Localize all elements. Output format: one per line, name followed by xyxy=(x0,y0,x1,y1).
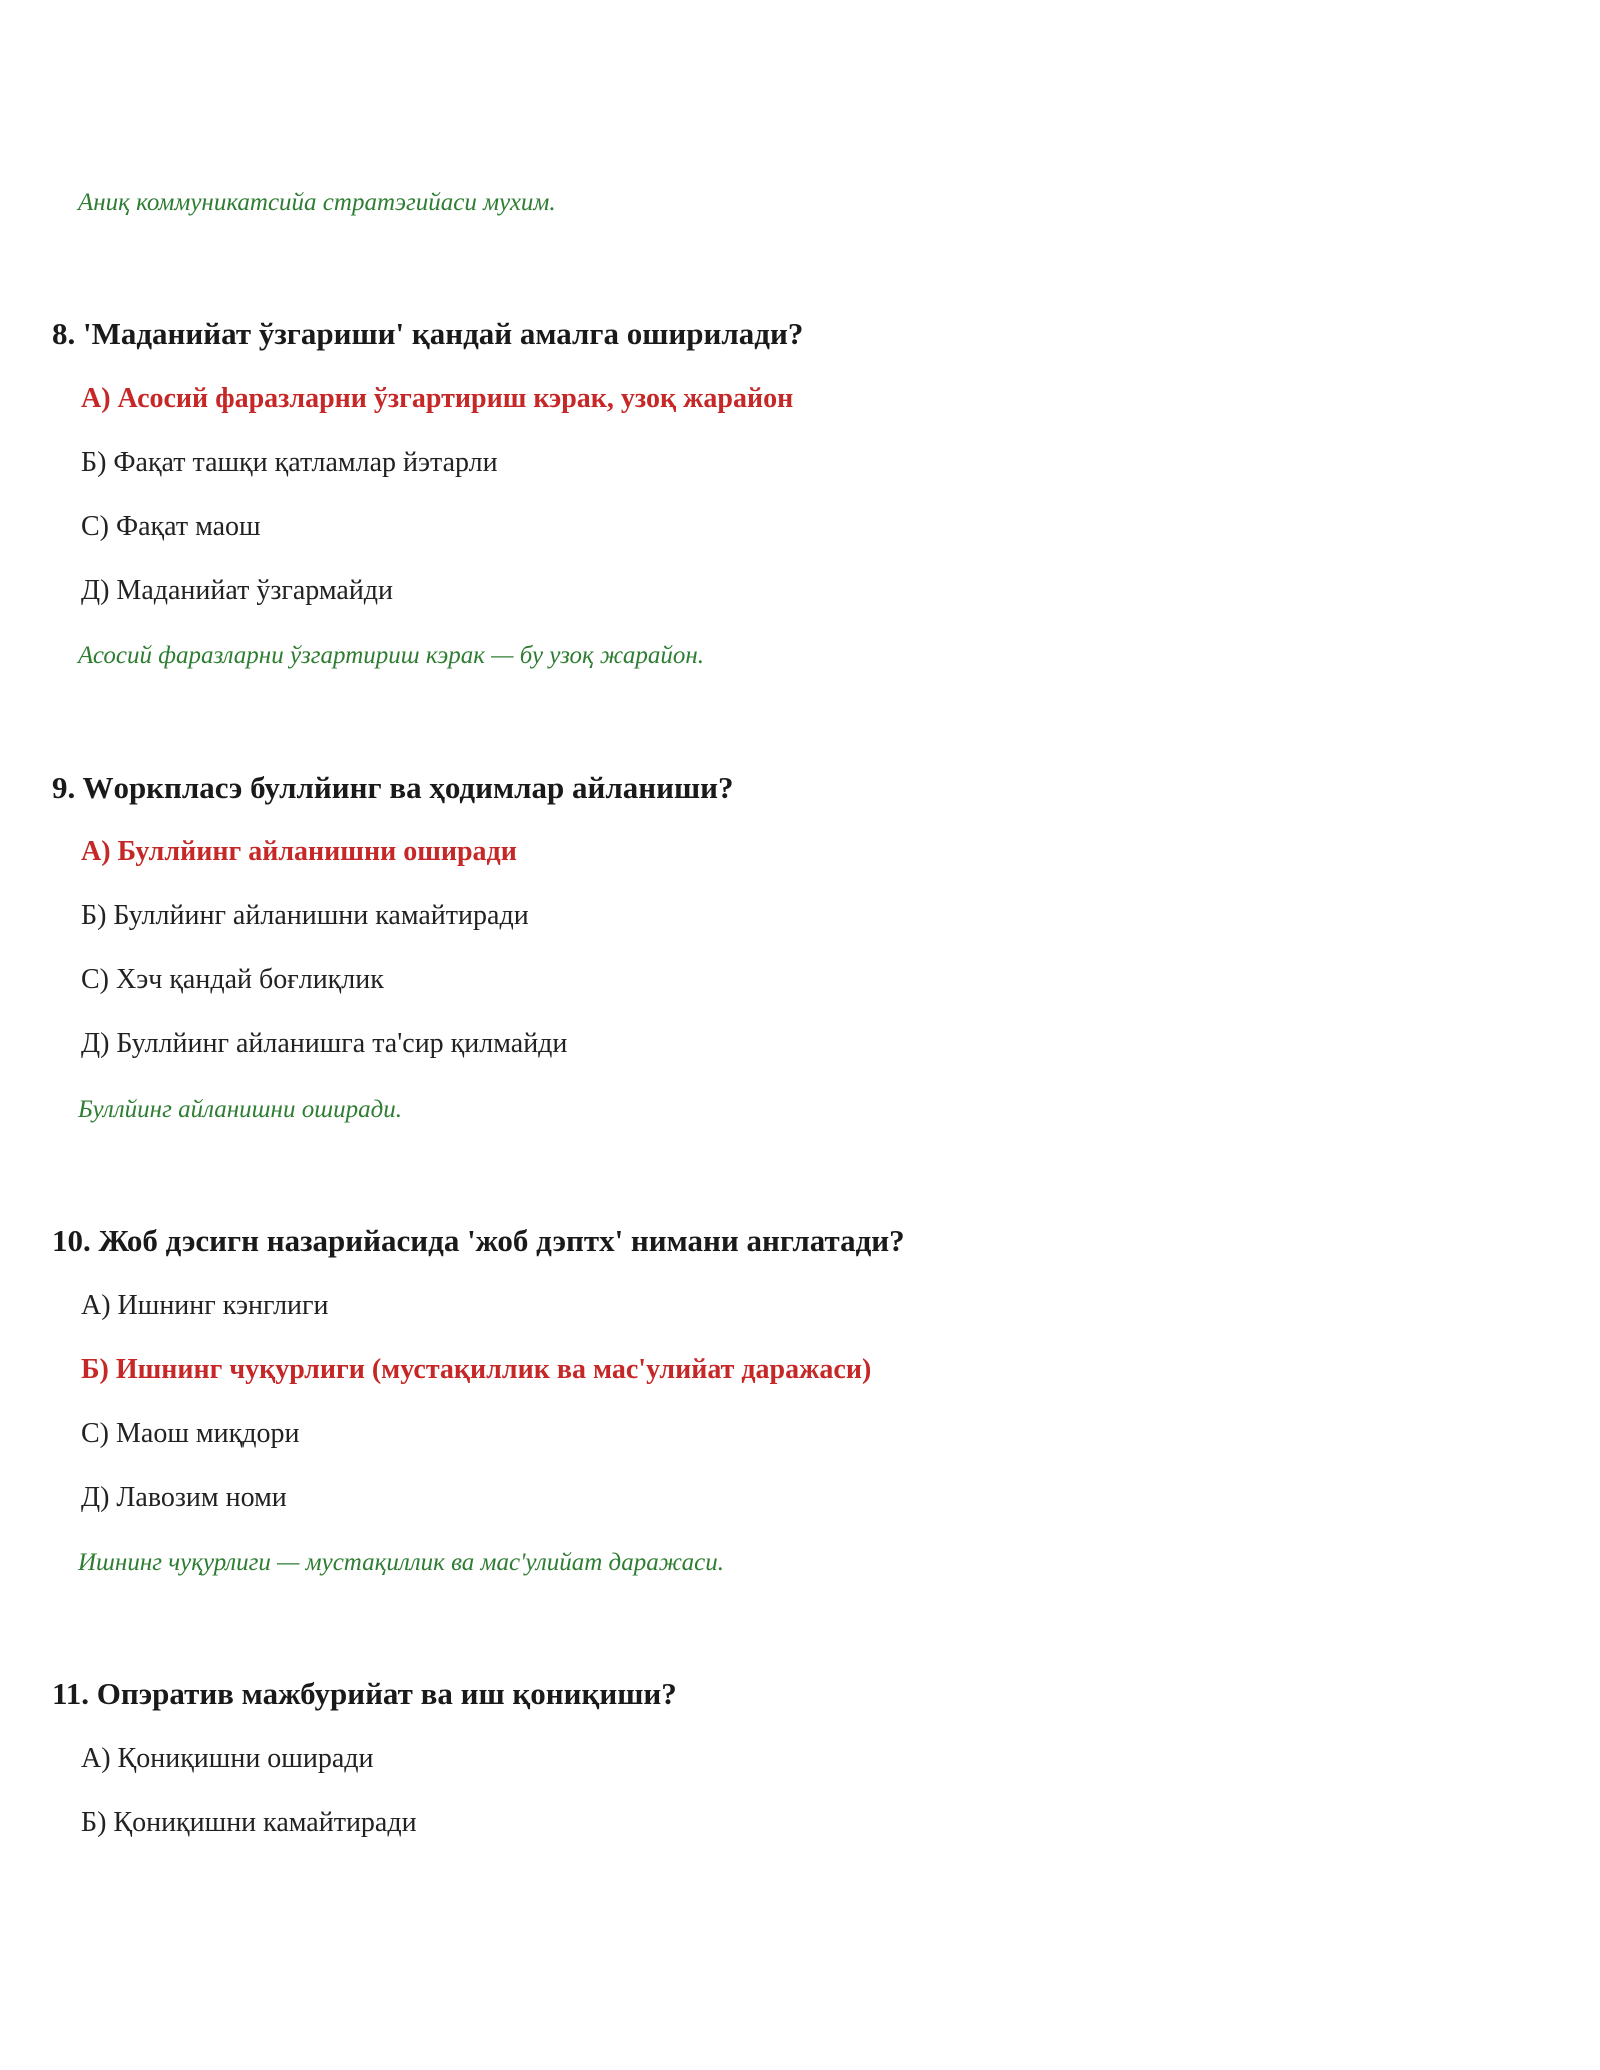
question-8-option-b: Б) Фақат ташқи қатламлар йэтарли xyxy=(81,447,498,478)
question-11-option-a: А) Қониқишни оширади xyxy=(81,1743,374,1774)
explanation-q9: Буллйинг айланишни оширади. xyxy=(78,1096,402,1123)
question-9-title: 9. Wоркпласэ буллйинг ва ҳодимлар айланиши? xyxy=(52,770,734,805)
question-10-option-d: Д) Лавозим номи xyxy=(81,1482,287,1513)
question-8-option-a: А) Асосий фаразларни ўзгартириш кэрак, узоқ жарайон xyxy=(81,383,794,414)
question-9-option-c: С) Хэч қандай боғлиқлик xyxy=(81,964,384,995)
question-11-option-b: Б) Қониқишни камайтиради xyxy=(81,1807,417,1838)
explanation-q7: Аниқ коммуникатсийа стратэгийаси мухим. xyxy=(78,189,556,216)
question-9-option-b: Б) Буллйинг айланишни камайтиради xyxy=(81,900,529,931)
question-9-option-a: А) Буллйинг айланишни оширади xyxy=(81,836,517,867)
question-8-option-c: С) Фақат маош xyxy=(81,511,261,542)
question-10-option-b: Б) Ишнинг чуқурлиги (мустақиллик ва мас'улийат даражаси) xyxy=(81,1354,872,1385)
question-10-title: 10. Жоб дэсигн назарийасида 'жоб дэптх' нимани англатади? xyxy=(52,1223,905,1258)
question-10-option-a: А) Ишнинг кэнглиги xyxy=(81,1290,329,1321)
question-8-title: 8. 'Маданийат ўзгариши' қандай амалга оширилади? xyxy=(52,316,804,351)
question-9-option-d: Д) Буллйинг айланишга та'сир қилмайди xyxy=(81,1028,568,1059)
question-10-option-c: С) Маош миқдори xyxy=(81,1418,300,1449)
explanation-q10: Ишнинг чуқурлиги — мустақиллик ва мас'улийат даражаси. xyxy=(78,1549,724,1576)
question-11-title: 11. Опэратив мажбурийат ва иш қониқиши? xyxy=(52,1676,677,1711)
question-8-option-d: Д) Маданийат ўзгармайди xyxy=(81,575,394,606)
explanation-q8: Асосий фаразларни ўзгартириш кэрак — бу узоқ жарайон. xyxy=(78,642,705,669)
